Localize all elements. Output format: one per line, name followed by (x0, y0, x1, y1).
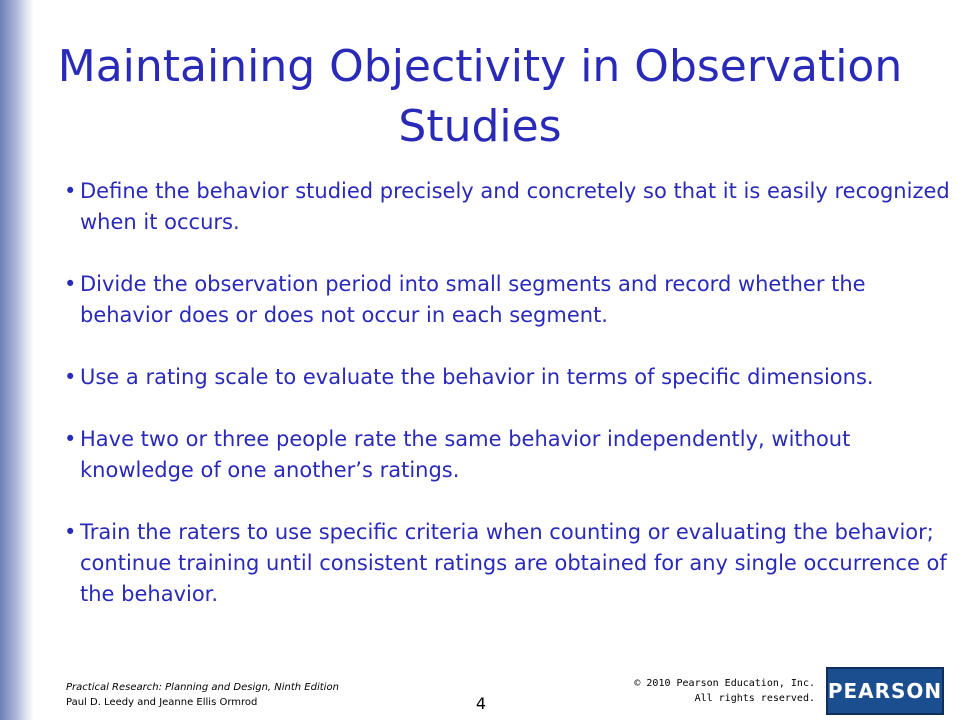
rights-text: All rights reserved. (694, 693, 815, 704)
bullet-list (52, 176, 957, 641)
pearson-logo (826, 667, 944, 715)
bullet-glyph: • (64, 427, 77, 451)
footer-citation (66, 680, 339, 710)
book-authors: Paul D. Leedy and Jeanne Ellis Ormrod (66, 697, 258, 708)
bullet-item (52, 269, 957, 331)
logo-wordmark: PEARSON (827, 679, 943, 703)
page-number: 4 (475, 694, 487, 713)
bullet-text: Train the raters to use specific criteria when counting or evaluating the behavior; continue training until consistent ratings are obtained for any single occurrence of the behavior. (80, 520, 947, 606)
bullet-glyph: • (64, 272, 77, 296)
bullet-item (52, 176, 957, 238)
bullet-item (52, 517, 957, 610)
bullet-item (52, 424, 957, 486)
bullet-text: Divide the observation period into small segments and record whether the behavior does or does not occur in each segment. (80, 272, 866, 327)
slide-title: Maintaining Objectivity in Observation Studies (57, 41, 903, 153)
bullet-text: Use a rating scale to evaluate the behavior in terms of specific dimensions. (80, 365, 874, 389)
bullet-text: Have two or three people rate the same behavior independently, without knowledge of one another’s ratings. (80, 427, 851, 482)
bullet-text: Define the behavior studied precisely and concretely so that it is easily recognized when it occurs. (80, 179, 950, 234)
bullet-glyph: • (64, 365, 77, 389)
left-gradient-bar (0, 0, 34, 720)
book-title: Practical Research: Planning and Design, Ninth Edition (66, 682, 339, 693)
bullet-glyph: • (64, 520, 77, 544)
bullet-glyph: • (64, 179, 77, 203)
footer-copyright (600, 676, 815, 706)
copyright-text: © 2010 Pearson Education, Inc. (634, 678, 815, 689)
bullet-item (52, 362, 957, 393)
